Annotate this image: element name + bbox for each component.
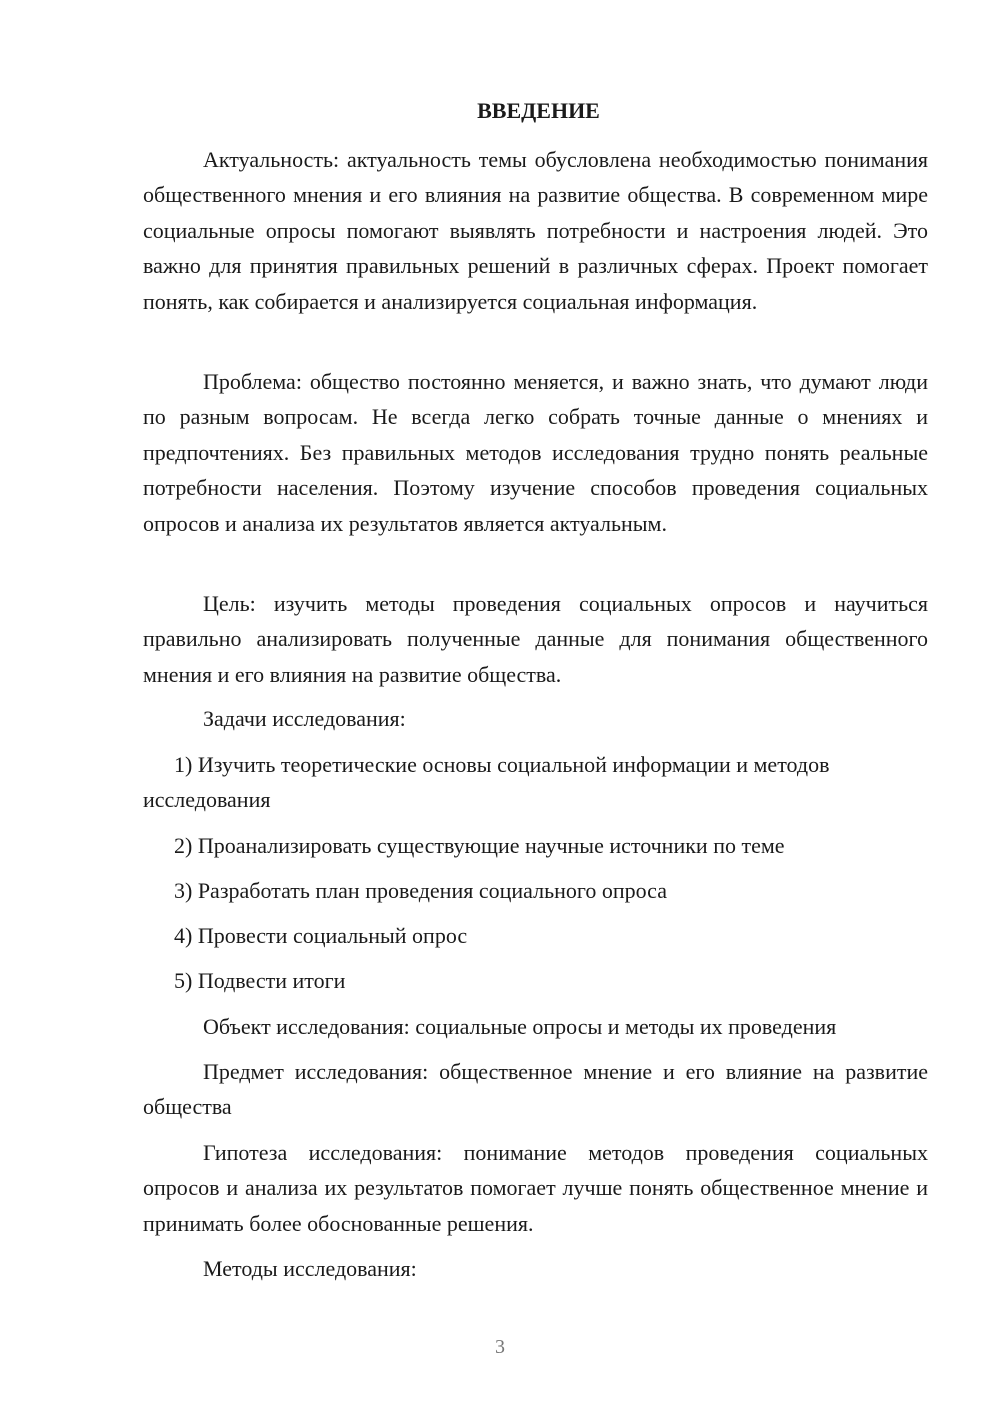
object-paragraph: Объект исследования: социальные опросы и методы их проведения	[203, 1014, 837, 1039]
task-item-1: 1) Изучить теоретические основы социальной информации и методов исследования	[143, 752, 830, 813]
problem-paragraph: Проблема: общество постоянно меняется, и важно знать, что думают люди по разным вопросам. Не всегда легко собрать точные данные о мнениях и предпочтениях. Без правильных методов исследования трудно понять реальные потребности населения. Поэтому изучение способов проведения социальных опросов и анализа их результатов является актуальным.	[143, 369, 928, 536]
section-title: ВВЕДЕНИЕ	[477, 98, 600, 123]
task-item-5: 5) Подвести итоги	[174, 968, 346, 993]
task-item-2: 2) Проанализировать существующие научные источники по теме	[174, 833, 785, 858]
goal-paragraph: Цель: изучить методы проведения социальных опросов и научиться правильно анализировать полученные данные для понимания общественного мнения и его влияния на развитие общества.	[143, 591, 928, 687]
methods-heading: Методы исследования:	[203, 1256, 417, 1281]
task-item-4: 4) Провести социальный опрос	[174, 923, 468, 948]
hypothesis-paragraph: Гипотеза исследования: понимание методов проведения социальных опросов и анализа их результатов помогает лучше понять общественное мнение и принимать более обоснованные решения.	[143, 1140, 928, 1236]
tasks-heading: Задачи исследования:	[203, 706, 406, 731]
subject-paragraph: Предмет исследования: общественное мнение и его влияние на развитие общества	[143, 1059, 928, 1120]
task-item-3: 3) Разработать план проведения социального опроса	[174, 878, 667, 903]
relevance-paragraph: Актуальность: актуальность темы обусловлена необходимостью понимания общественного мнения и его влияния на развитие общества. В современном мире социальные опросы помогают выявлять потребности и настроения людей. Это важно для принятия правильных решений в различных сферах. Проект помогает понять, как собирается и анализируется социальная информация.	[143, 147, 928, 314]
document-page	[143, 0, 928, 1414]
page-number: 3	[495, 1336, 505, 1358]
